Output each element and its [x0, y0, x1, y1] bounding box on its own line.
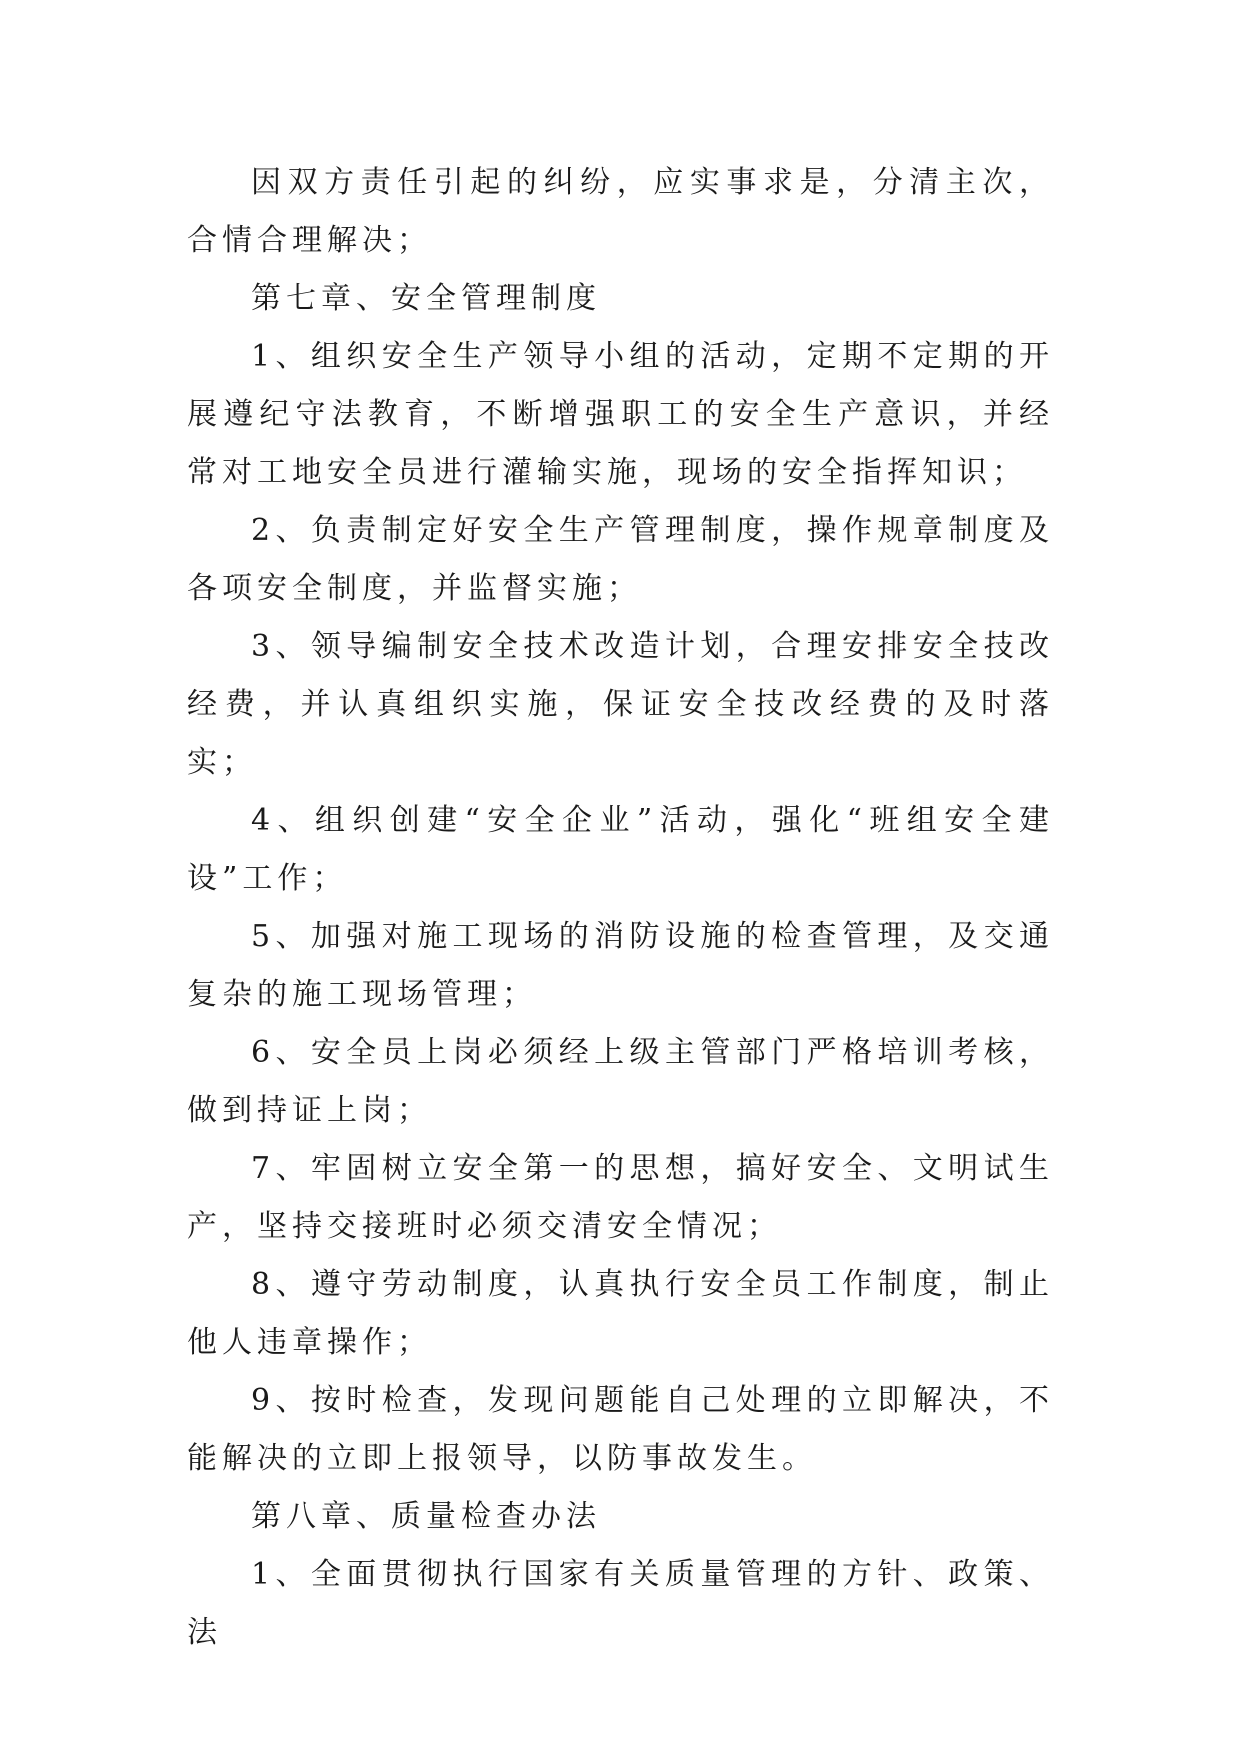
paragraph-dispute-resolution: 因双方责任引起的纠纷，应实事求是，分清主次，合情合理解决；	[187, 165, 1054, 258]
chapter-7-heading: 第七章、安全管理制度	[251, 281, 601, 316]
document-body	[187, 154, 1054, 1662]
list-item-7-5: 5、加强对施工现场的消防设施的检查管理，及交通复杂的施工现场管理；	[187, 919, 1054, 1012]
list-item-8-1: 1、全面贯彻执行国家有关质量管理的方针、政策、法	[187, 1557, 1054, 1650]
list-item-7-1: 1、组织安全生产领导小组的活动，定期不定期的开展遵纪守法教育，不断增强职工的安全生产意识，并经常对工地安全员进行灌输实施，现场的安全指挥知识；	[187, 339, 1054, 490]
list-item-7-4: 4、组织创建“安全企业”活动，强化“班组安全建设”工作；	[187, 803, 1054, 896]
list-item-7-7: 7、牢固树立安全第一的思想，搞好安全、文明试生产，坚持交接班时必须交清安全情况；	[187, 1151, 1054, 1244]
list-item-7-8: 8、遵守劳动制度，认真执行安全员工作制度，制止他人违章操作；	[187, 1267, 1054, 1360]
list-item-7-9: 9、按时检查，发现问题能自己处理的立即解决，不能解决的立即上报领导，以防事故发生。	[187, 1383, 1054, 1476]
chapter-8-heading: 第八章、质量检查办法	[251, 1499, 601, 1534]
list-item-7-6: 6、安全员上岗必须经上级主管部门严格培训考核，做到持证上岗；	[187, 1035, 1054, 1128]
list-item-7-3: 3、领导编制安全技术改造计划，合理安排安全技改经费，并认真组织实施，保证安全技改经费的及时落实；	[187, 629, 1054, 780]
list-item-7-2: 2、负责制定好安全生产管理制度，操作规章制度及各项安全制度，并监督实施；	[187, 513, 1054, 606]
